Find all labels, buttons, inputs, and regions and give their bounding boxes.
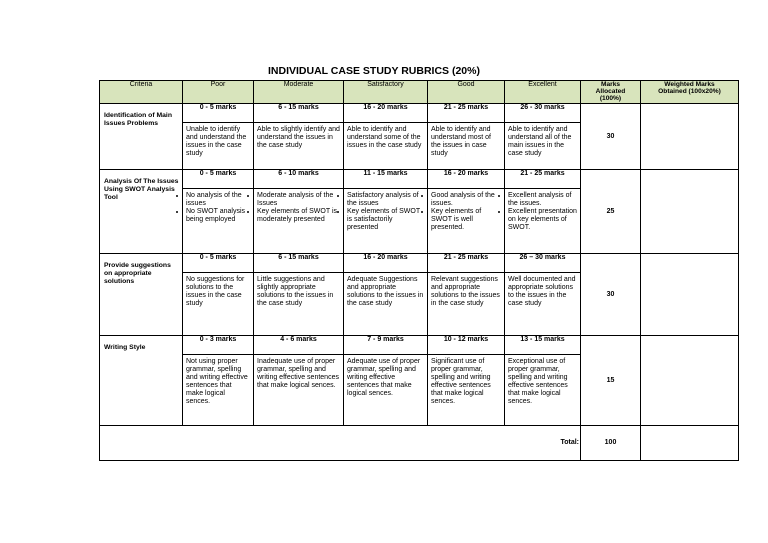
excellent-cell xyxy=(505,104,581,170)
bullet-item: • No SWOT analysis being employed xyxy=(186,208,250,224)
marks-allocated-cell: 30 xyxy=(581,104,641,170)
mark-range: 13 - 15 marks xyxy=(505,336,580,355)
poor-cell xyxy=(183,104,254,170)
mark-range: 21 - 25 marks xyxy=(505,170,580,189)
bullet-item: • Good analysis of the issues. xyxy=(431,192,501,208)
descriptor: Adequate use of proper grammar, spelling and writing effective sentences that make logical sences. xyxy=(347,358,421,397)
excellent-cell xyxy=(505,254,581,336)
header-weighted-line1: Weighted Marks xyxy=(664,81,715,88)
descriptor: Able to identify and understand some of the issues in the case study xyxy=(347,126,422,149)
descriptor: Relevant suggestions and appropriate solutions to the issues in the case study xyxy=(431,276,500,307)
descriptor: Not using proper grammar, spelling and writing effective sentences that make logical sences. xyxy=(186,358,248,405)
mark-range: 0 - 5 marks xyxy=(183,170,253,189)
criteria-cell: Provide suggestions on appropriate solutions xyxy=(100,254,183,336)
good-cell xyxy=(428,170,505,254)
header-marks-line1: Marks xyxy=(600,81,621,88)
rubric-row xyxy=(100,254,739,336)
header-good: Good xyxy=(428,81,505,104)
poor-cell xyxy=(183,336,254,426)
bullet-item: • Excellent analysis of the issues. xyxy=(508,192,577,208)
descriptor: Well documented and appropriate solutions to the issues in the case study xyxy=(508,276,576,307)
header-satisfactory: Satisfactory xyxy=(344,81,428,104)
header-marks-allocated xyxy=(581,81,641,104)
header-marks-line2: Allocated xyxy=(595,88,626,95)
descriptor: No suggestions for solutions to the issues in the case study xyxy=(186,276,245,307)
bullet-item: • Key elements of SWOT is satisfactorily presented xyxy=(347,208,424,232)
mark-range: 4 - 6 marks xyxy=(254,336,343,355)
criteria-cell: Analysis Of The Issues Using SWOT Analysis Tool xyxy=(100,170,183,254)
mark-range: 16 - 20 marks xyxy=(344,104,427,123)
descriptor: Significant use of proper grammar, spelling and writing effective sentences that make logical sences. xyxy=(431,358,491,405)
excellent-cell xyxy=(505,170,581,254)
bullet-item: • Key elements of SWOT is moderately presented xyxy=(257,208,340,224)
mark-range: 11 - 15 marks xyxy=(344,170,427,189)
bullet-item: • Moderate analysis of the Issues xyxy=(257,192,340,208)
page-title: INDIVIDUAL CASE STUDY RUBRICS (20%) xyxy=(268,65,480,77)
descriptor: Able to identify and understand all of the main issues in the case study xyxy=(508,126,572,157)
mark-range: 0 - 3 marks xyxy=(183,336,253,355)
mark-range: 16 - 20 marks xyxy=(428,170,504,189)
descriptor: Little suggestions and slightly appropriate solutions to the issues in the case study xyxy=(257,276,334,307)
marks-allocated-cell: 15 xyxy=(581,336,641,426)
weighted-marks-cell[interactable] xyxy=(641,104,739,170)
mark-range: 6 - 15 marks xyxy=(254,104,343,123)
mark-range: 21 - 25 marks xyxy=(428,254,504,273)
bullet-item: • Key elements of SWOT is well presented. xyxy=(431,208,501,232)
bullet-item: • Satisfactory analysis of the issues xyxy=(347,192,424,208)
header-weighted-line2: Obtained (100x20%) xyxy=(658,88,721,95)
criteria-cell: Writing Style xyxy=(100,336,183,426)
satisfactory-cell xyxy=(344,104,428,170)
satisfactory-cell xyxy=(344,254,428,336)
marks-allocated-cell: 30 xyxy=(581,254,641,336)
header-criteria: Criteria xyxy=(100,81,183,104)
descriptor: Inadequate use of proper grammar, spelling and writing effective sentences that make logical sences. xyxy=(257,358,339,389)
bullet-item: • Excellent presentation on key elements of SWOT. xyxy=(508,208,577,232)
mark-range: 10 - 12 marks xyxy=(428,336,504,355)
weighted-marks-cell[interactable] xyxy=(641,254,739,336)
total-label: Total: xyxy=(100,426,581,461)
rubric-row xyxy=(100,170,739,254)
header-marks-line3: (100%) xyxy=(599,95,622,102)
mark-range: 7 - 9 marks xyxy=(344,336,427,355)
mark-range: 26 – 30 marks xyxy=(505,254,580,273)
mark-range: 6 - 10 marks xyxy=(254,170,343,189)
rubric-row xyxy=(100,104,739,170)
moderate-cell xyxy=(254,170,344,254)
weighted-marks-cell[interactable] xyxy=(641,170,739,254)
descriptor: Adequate Suggestions and appropriate solutions to the issues in the case study xyxy=(347,276,424,307)
good-cell xyxy=(428,336,505,426)
rubric-table xyxy=(99,80,739,461)
criteria-cell: Identification of Main Issues Problems xyxy=(100,104,183,170)
descriptor: Exceptional use of proper grammar, spelling and writing effective sentences that make logical sences. xyxy=(508,358,568,405)
poor-cell xyxy=(183,254,254,336)
weighted-total-cell[interactable] xyxy=(641,426,739,461)
moderate-cell xyxy=(254,254,344,336)
weighted-marks-cell[interactable] xyxy=(641,336,739,426)
header-row xyxy=(100,81,739,104)
mark-range: 6 - 15 marks xyxy=(254,254,343,273)
mark-range: 0 - 5 marks xyxy=(183,104,253,123)
header-moderate: Moderate xyxy=(254,81,344,104)
rubric-row xyxy=(100,336,739,426)
header-weighted-marks xyxy=(641,81,739,104)
satisfactory-cell xyxy=(344,170,428,254)
satisfactory-cell xyxy=(344,336,428,426)
mark-range: 16 - 20 marks xyxy=(344,254,427,273)
mark-range: 0 - 5 marks xyxy=(183,254,253,273)
moderate-cell xyxy=(254,336,344,426)
excellent-cell xyxy=(505,336,581,426)
descriptor: Unable to identify and understand the issues in the case study xyxy=(186,126,247,157)
header-excellent: Excellent xyxy=(505,81,581,104)
poor-cell xyxy=(183,170,254,254)
good-cell xyxy=(428,104,505,170)
total-value: 100 xyxy=(581,426,641,461)
mark-range: 26 - 30 marks xyxy=(505,104,580,123)
good-cell xyxy=(428,254,505,336)
header-poor: Poor xyxy=(183,81,254,104)
descriptor: Able to slightly identify and understand the issues in the case study xyxy=(257,126,340,149)
bullet-item: • No analysis of the issues xyxy=(186,192,250,208)
moderate-cell xyxy=(254,104,344,170)
marks-allocated-cell: 25 xyxy=(581,170,641,254)
mark-range: 21 - 25 marks xyxy=(428,104,504,123)
descriptor: Able to identify and understand most of the issues in case study xyxy=(431,126,491,157)
total-row xyxy=(100,426,739,461)
